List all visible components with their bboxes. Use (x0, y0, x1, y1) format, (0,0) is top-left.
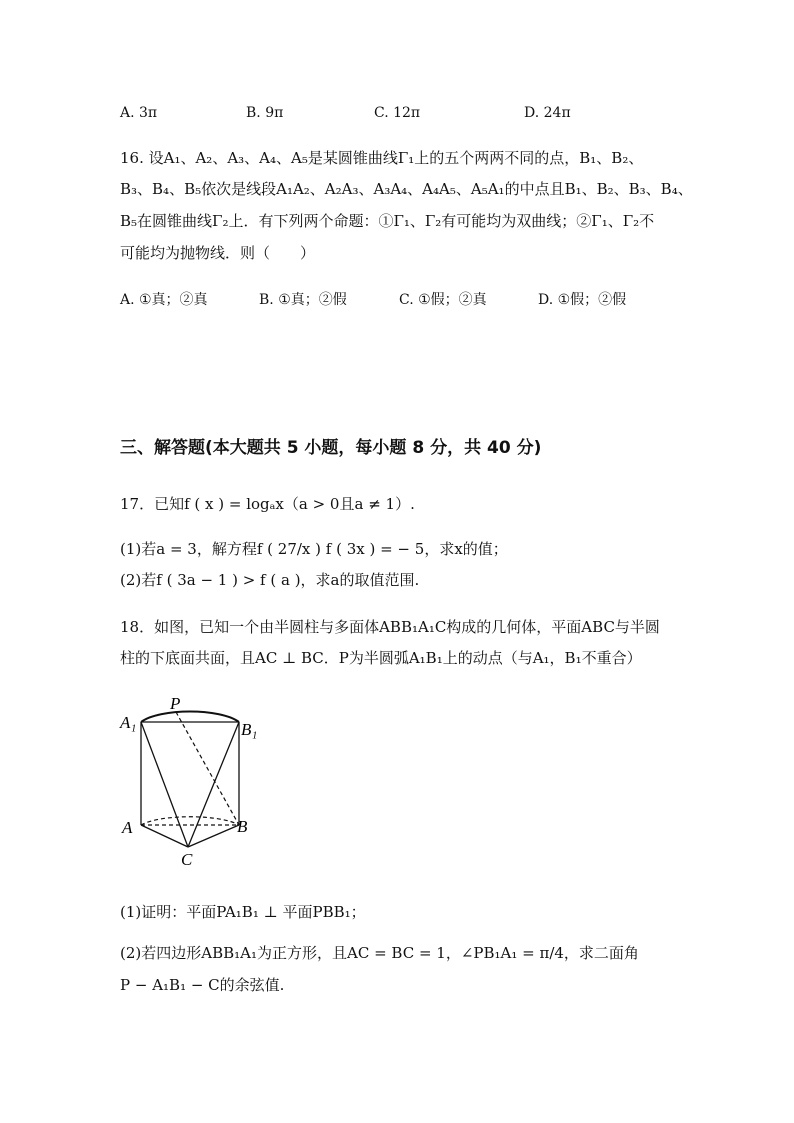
label-b1: B₁ (241, 720, 258, 739)
q18-part-1: (1)证明：平面PA₁B₁ ⊥ 平面PBB₁； (120, 903, 366, 921)
geometry-figure (110, 690, 280, 875)
label-a1: A₁ (120, 713, 137, 732)
label-p: P (170, 694, 181, 713)
q18-part-2: (2)若四边形ABB₁A₁为正方形，且AC = BC = 1，∠PB₁A₁ = π/4，求二面角 (120, 944, 639, 962)
q15-option-a: A. 3π (120, 105, 158, 121)
q15-option-d: D. 24π (524, 105, 571, 121)
q16-line-1: 16. 设A₁、A₂、A₃、A₄、A₅是某圆锥曲线Γ₁上的五个两两不同的点，B₁、B₂、 (120, 149, 644, 167)
q16-option-d: D. ①假；②假 (538, 292, 627, 308)
q17-part-2: (2)若f ( 3a − 1 ) > f ( a )，求a的取值范围. (120, 571, 420, 589)
q16-line-3: B₅在圆锥曲线Γ₂上．有下列两个命题：①Γ₁、Γ₂有可能均为双曲线；②Γ₁、Γ₂不 (120, 212, 655, 230)
q15-option-b: B. 9π (246, 105, 284, 121)
q15-option-c: C. 12π (374, 105, 421, 121)
q16-option-b: B. ①真；②假 (259, 292, 347, 308)
q18-part-2-cont: P − A₁B₁ − C的余弦值. (120, 976, 285, 994)
q16-option-c: C. ①假；②真 (399, 292, 487, 308)
q17-stem: 17．已知f ( x ) = logₐx（a > 0且a ≠ 1）. (120, 495, 415, 513)
bottom-arc-dashed (141, 817, 239, 825)
q16-option-a: A. ①真；②真 (120, 292, 208, 308)
label-a: A (122, 818, 133, 837)
label-c: C (181, 850, 193, 869)
edge-pb (176, 712, 239, 825)
label-b: B (237, 817, 248, 836)
section-heading: 三、解答题(本大题共 5 小题，每小题 8 分，共 40 分) (120, 438, 542, 458)
q18-line-1: 18．如图，已知一个由半圆柱与多面体ABB₁A₁C构成的几何体，平面ABC与半圆 (120, 618, 660, 636)
top-arc (141, 712, 239, 723)
q16-line-4: 可能均为抛物线．则（ ） (120, 244, 316, 262)
q17-part-1: (1)若a = 3，解方程f ( 27/x ) f ( 3x ) = − 5，求x的值； (120, 540, 508, 558)
q16-line-2: B₃、B₄、B₅依次是线段A₁A₂、A₂A₃、A₃A₄、A₄A₅、A₅A₁的中点且B₁、B₂、B₃、B₄、 (120, 180, 693, 198)
q18-line-2: 柱的下底面共面，且AC ⊥ BC．P为半圆弧A₁B₁上的动点（与A₁，B₁不重合） (120, 649, 642, 667)
